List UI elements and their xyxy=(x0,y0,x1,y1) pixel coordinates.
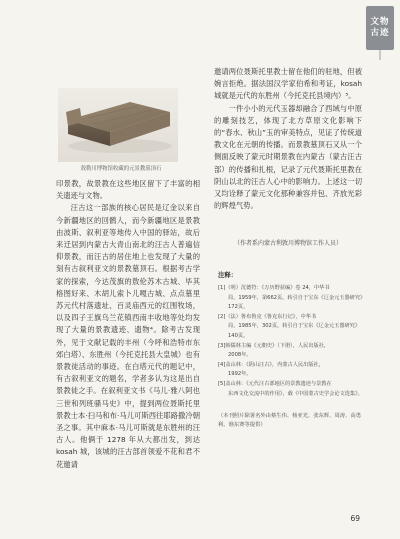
left-column xyxy=(56,178,200,471)
note-1-line: [1]（明）沈德符：《万历野获编》卷 24，中华书 xyxy=(218,285,330,291)
note-1-cont: 局，1959年，第662页。转引自于宝东《辽金元玉器研究》172页。 xyxy=(228,294,363,311)
section-tab-line-2: 古迹 xyxy=(370,28,390,38)
note-3-line: [3]韩儒林主编《元朝史》（下册），人民出版社， xyxy=(218,342,330,349)
note-3-cont: 2008年。 xyxy=(228,352,252,359)
note-5-line: [5]盖山林：《元代汪古部地区的景教遗迹与景教在 xyxy=(218,380,332,387)
note-2-cont: 局，1985年，302页。转引自于宝东《辽金元玉器研究》140页。 xyxy=(228,323,361,339)
note-4 xyxy=(218,361,364,380)
section-tab-line-1: 文物 xyxy=(370,17,390,27)
note-2 xyxy=(218,313,364,342)
right-paragraph-2: 一件小小的元代玉器却融合了西域与中原的雕刻技艺，体现了北方草原文化影响下的“春水、秋山”玉的审美特点，见证了传统道教文化在元朝的传播。而景教墓顶石又从一个侧面反映了蒙元时期景教在内蒙古（蒙古汪古部）的传播和扎根，记录了元代聂斯托里教在阴山以北的汪古人心中的影响力。上述这一切又均诠释了蒙元文化那种兼容并包、齐放光彩的辉煌气势。 xyxy=(214,103,362,211)
page-number: 69 xyxy=(350,514,360,523)
right-paragraph-1: 邀请两位聂斯托里教士留在他们的驻地，但被婉言拒绝。据法国汉学家伯希和考证，kosah 城就是元代的东胜州（今托克托县境内）⁵。 xyxy=(214,67,362,101)
section-tab xyxy=(366,6,394,50)
note-2-line: [2]（法）鲁布鲁克《鲁克东行记》，中华书 xyxy=(218,313,317,320)
notes-title: 注释： xyxy=(218,271,238,279)
tab-connector xyxy=(379,50,381,60)
stone-block-image xyxy=(58,88,178,162)
note-3 xyxy=(218,342,364,361)
left-paragraph-2: 汪古这一部族的核心居民是辽金以来自今新疆地区的回鹘人，而今新疆地区是景教由波斯、叙利亚等地传入中国的驿站，故后来迁居到内蒙古大青山南北的汪古人普遍信仰景教，而汪古的居住地上也发现了大量的刻有古叙利亚文的景教墓顶石。根据考古学家的探索，今达茂旗的敖伦苏木古城、毕其格图好来、木胡儿索卜儿嘎古城、点点墓里苏元代村落遗址、百灵庙西元的红围牧场，以及四子王旗乌兰花镇西南丰收地等处均发现了大量的景教遗迹、遗物⁴。除考古发现外，见于文献记载的丰州（今呼和浩特市东郊白塔）、东胜州（今托克托县大皇城）也有景教徒活动的事迹。在白塔元代的题记中，有古叙利亚文的题名，学者多认为这是出自景教徒之手。在叙利亚文书《马儿·雅八阿也三世和列班骚马史》中，提到两位聂斯托里景教士本·扫马和布·马儿可斯西往耶路撒冷朝圣之事。其中麻本·马儿可斯就是东胜州的汪古人。他俩于 1278 年从大都出发，到达 kosah 城，该城的汪古部首领爱不花和君不花邀请 xyxy=(56,203,200,469)
photo-caption: 敖勒川博物馆收藏的元景教墓顶石 xyxy=(80,166,162,172)
left-paragraph-1: 印景教，故景教在这些地区留下了丰富的相关遗迹与文物。 xyxy=(56,179,200,201)
artifact-photo xyxy=(58,88,178,162)
note-4-line: [4]盖山林：《阴山汪古》，内蒙古人民出版社， xyxy=(218,361,324,368)
author-note: （作者系内蒙古利敦川博物馆工作人员） xyxy=(233,240,342,247)
note-5-cont: 东西文化交流中的作用》，载《中国蒙古史学会论文选集》。 xyxy=(228,390,363,397)
notes-list xyxy=(218,284,364,399)
photo-credit: （本刊照片除署名外由蔡生伟、杨亚光、张东辉、周涛、高勇利、谯东赛等提供） xyxy=(218,413,362,428)
note-5 xyxy=(218,380,364,399)
note-1 xyxy=(218,284,364,313)
note-4-cont: 1992年。 xyxy=(228,371,252,378)
right-column xyxy=(214,66,362,212)
